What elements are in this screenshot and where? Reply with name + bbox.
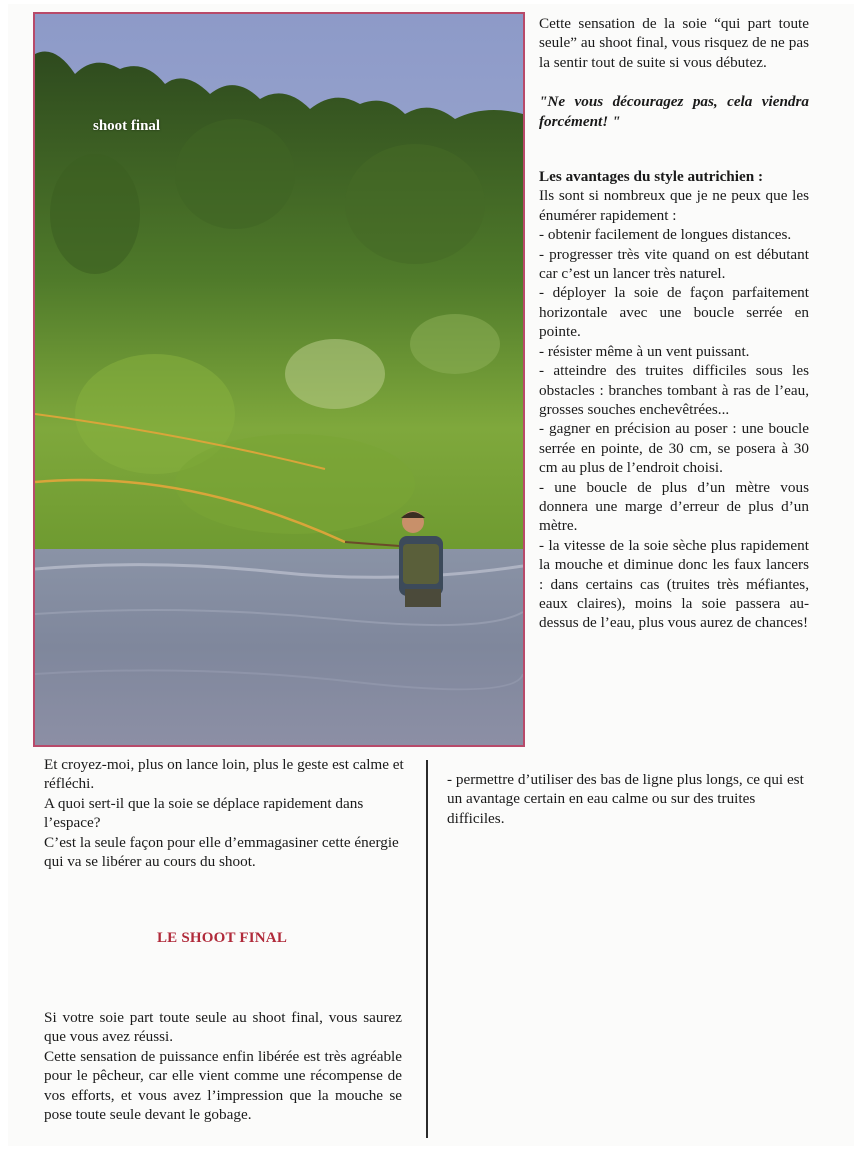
advantage-item-last: - permettre d’utiliser des bas de ligne plus longs, ce qui est un avantage certain en eau calme ou sur des truites difficiles. — [447, 771, 804, 827]
fly-fishing-photo — [33, 12, 525, 747]
advantage-item: - une boucle de plus d’un mètre vous donnera une marge d’erreur de plus d’un mètre. — [539, 478, 809, 535]
advantage-item: - obtenir facilement de longues distances. — [539, 226, 792, 244]
left-column — [44, 755, 404, 871]
intro-paragraph: Cette sensation de la soie “qui part toute seule” au shoot final, vous risquez de ne pas la sentir tout de suite si vous débutez. — [539, 15, 809, 71]
column-divider — [426, 760, 428, 1138]
left-paragraph: Et croyez-moi, plus on lance loin, plus le geste est calme et réfléchi. — [44, 756, 404, 793]
advantage-item: - déployer la soie de façon parfaitement horizontale avec une boucle serrée en pointe. — [539, 284, 809, 341]
section-body — [44, 1008, 402, 1124]
advantage-item: - progresser très vite quand on est débutant car c’est un lancer très naturel. — [539, 245, 809, 283]
advantages-heading: Les avantages du style autrichien : — [539, 168, 764, 186]
advantage-item: - la vitesse de la soie sèche plus rapidement la mouche et diminue donc les faux lancers : dans certains cas (truites très méfiantes, eaux claires), moins la soie passera au-dessus de l’eau, plus vous aurez de chances! — [539, 536, 809, 632]
section-title: LE SHOOT FINAL — [156, 930, 288, 946]
advantage-item: - atteindre des truites difficiles sous les obstacles : branches tombant à ras de l’eau, grosses souches enchevêtrées... — [539, 362, 809, 418]
quote: "Ne vous découragez pas, cela viendra forcément! " — [539, 93, 809, 130]
photo-caption: shoot final — [93, 118, 161, 134]
left-paragraph: A quoi sert-il que la soie se déplace rapidement dans l’espace? — [44, 794, 364, 832]
right-column-continued — [447, 770, 809, 828]
advantage-item: - résister même à un vent puissant. — [539, 342, 750, 360]
section-paragraph: Cette sensation de puissance enfin libérée est très agréable pour le pêcheur, car elle vient comme une récompense de vos efforts, et vous avez l’impression que la mouche se pose toute seule devant le gobage. — [44, 1047, 402, 1124]
left-paragraph: C’est la seule façon pour elle d’emmagasiner cette énergie qui va se libérer au cours du shoot. — [44, 833, 399, 871]
section-paragraph: Si votre soie part toute seule au shoot final, vous saurez que vous avez réussi. — [44, 1009, 402, 1046]
right-column — [539, 14, 809, 633]
advantages-intro: Ils sont si nombreux que je ne peux que les énumérer rapidement : — [539, 187, 809, 224]
advantage-item: - gagner en précision au poser : une boucle serrée en pointe, de 30 cm, se posera à 30 cm au plus de l’endroit choisi. — [539, 420, 809, 477]
